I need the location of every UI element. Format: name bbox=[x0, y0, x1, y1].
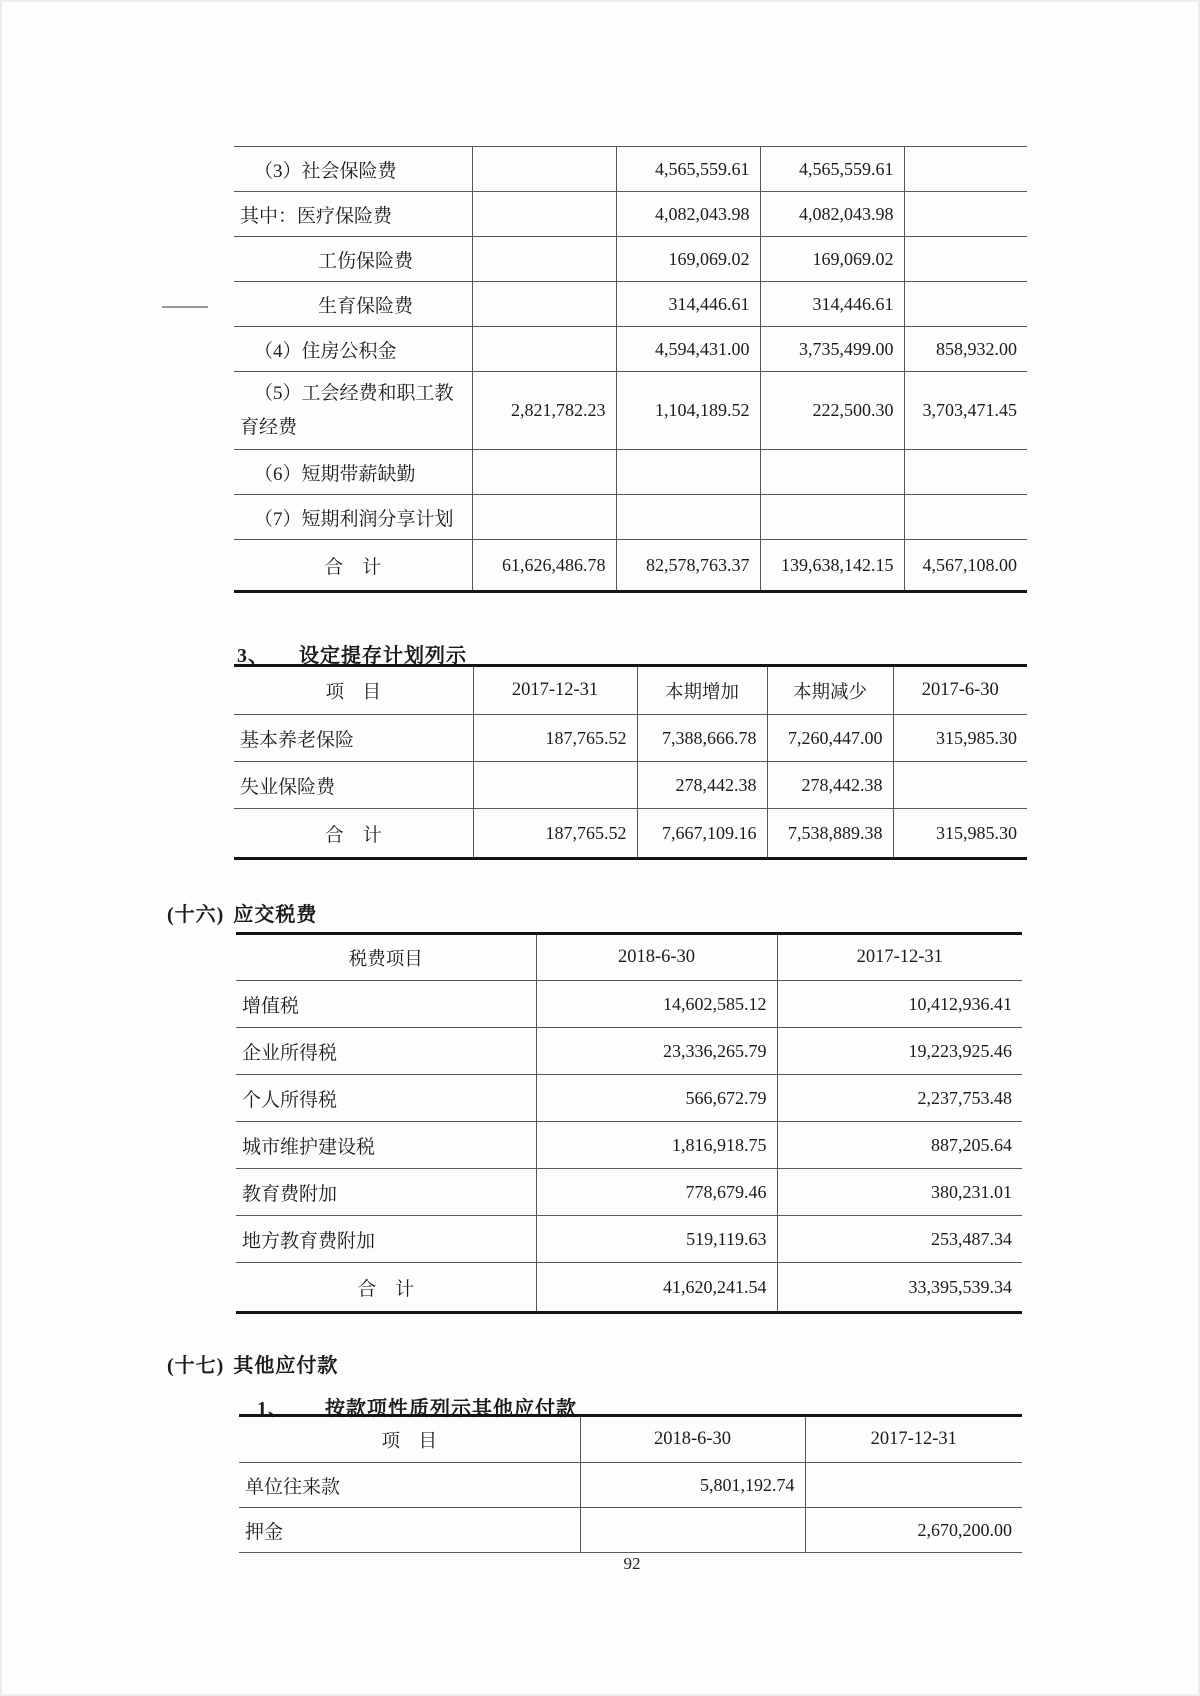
cell-value bbox=[904, 282, 1027, 327]
cell-value: 169,069.02 bbox=[616, 237, 760, 282]
cell-value: 7,538,889.38 bbox=[767, 809, 893, 859]
row-label: 合 计 bbox=[357, 1278, 415, 1300]
row-label: 生育保险费 bbox=[318, 295, 414, 317]
row-label: （3）社会保险费 bbox=[254, 160, 397, 182]
cell-value: 1,816,918.75 bbox=[536, 1122, 777, 1169]
cell-value: 82,578,763.37 bbox=[616, 540, 760, 592]
row-label: 基本养老保险 bbox=[240, 729, 355, 751]
table-row bbox=[234, 495, 1027, 540]
table-row bbox=[234, 762, 1027, 809]
cell-value: 4,082,043.98 bbox=[616, 192, 760, 237]
cell-value: 519,119.63 bbox=[536, 1216, 777, 1263]
table-row bbox=[236, 1216, 1022, 1263]
table-row bbox=[234, 147, 1027, 192]
column-header: 2017-12-31 bbox=[777, 934, 1022, 981]
cell-value: 139,638,142.15 bbox=[760, 540, 904, 592]
margin-mark bbox=[162, 306, 208, 308]
cell-value bbox=[904, 237, 1027, 282]
cell-value bbox=[580, 1508, 805, 1553]
other-payables-table bbox=[239, 1414, 1022, 1553]
table-row bbox=[234, 282, 1027, 327]
row-label: 合 计 bbox=[324, 556, 382, 578]
cell-value bbox=[473, 762, 637, 809]
cell-value: 278,442.38 bbox=[767, 762, 893, 809]
section-title: 其他应付款 bbox=[233, 1355, 339, 1377]
cell-value: 187,765.52 bbox=[473, 715, 637, 762]
header-row bbox=[239, 1416, 1022, 1463]
cell-value bbox=[616, 495, 760, 540]
cell-value: 314,446.61 bbox=[760, 282, 904, 327]
row-label: （6）短期带薪缺勤 bbox=[254, 463, 416, 485]
cell-value: 7,260,447.00 bbox=[767, 715, 893, 762]
row-label: 单位往来款 bbox=[245, 1476, 341, 1498]
section-title: 设定提存计划列示 bbox=[299, 645, 467, 667]
cell-value: 315,985.30 bbox=[893, 809, 1027, 859]
cell-value bbox=[472, 147, 616, 192]
section-number: 3、 bbox=[237, 645, 269, 667]
cell-value: 169,069.02 bbox=[760, 237, 904, 282]
cell-value: 314,446.61 bbox=[616, 282, 760, 327]
table-row bbox=[234, 372, 1027, 450]
total-row bbox=[234, 540, 1027, 592]
cell-value: 19,223,925.46 bbox=[777, 1028, 1022, 1075]
subsection-title: 按款项性质列示其他应付款 bbox=[325, 1398, 577, 1420]
cell-value: 10,412,936.41 bbox=[777, 981, 1022, 1028]
cell-value: 2,670,200.00 bbox=[805, 1508, 1022, 1553]
table-row bbox=[234, 237, 1027, 282]
table-row bbox=[236, 1169, 1022, 1216]
column-header: 2017-12-31 bbox=[473, 666, 637, 715]
header-row bbox=[234, 666, 1027, 715]
cell-value bbox=[472, 192, 616, 237]
subsection-number: 1、 bbox=[257, 1398, 289, 1420]
table-row bbox=[234, 450, 1027, 495]
cell-value: 887,205.64 bbox=[777, 1122, 1022, 1169]
cell-value: 4,565,559.61 bbox=[616, 147, 760, 192]
row-label: 失业保险费 bbox=[240, 776, 336, 798]
cell-value bbox=[760, 495, 904, 540]
section-number: (十六) bbox=[167, 904, 225, 926]
row-label: （4）住房公积金 bbox=[254, 340, 397, 362]
row-label: 合 计 bbox=[324, 824, 382, 846]
page-number: 92 bbox=[623, 1554, 641, 1573]
total-row bbox=[234, 809, 1027, 859]
section-heading-other-payables bbox=[167, 1349, 338, 1378]
cell-value: 222,500.30 bbox=[760, 372, 904, 450]
cell-value bbox=[472, 282, 616, 327]
cell-value: 7,388,666.78 bbox=[637, 715, 767, 762]
table-row bbox=[239, 1463, 1022, 1508]
cell-value: 778,679.46 bbox=[536, 1169, 777, 1216]
cell-value: 2,821,782.23 bbox=[472, 372, 616, 450]
cell-value bbox=[904, 495, 1027, 540]
cell-value: 4,594,431.00 bbox=[616, 327, 760, 372]
row-label: 企业所得税 bbox=[242, 1042, 338, 1064]
cell-value bbox=[904, 192, 1027, 237]
cell-value: 4,082,043.98 bbox=[760, 192, 904, 237]
column-header: 2018-6-30 bbox=[580, 1416, 805, 1463]
total-row bbox=[236, 1263, 1022, 1313]
cell-value bbox=[760, 450, 904, 495]
table-row bbox=[234, 327, 1027, 372]
row-label: 其中：医疗保险费 bbox=[240, 205, 393, 227]
taxes-payable-table bbox=[236, 932, 1022, 1314]
cell-value: 380,231.01 bbox=[777, 1169, 1022, 1216]
row-label: 地方教育费附加 bbox=[242, 1230, 376, 1252]
cell-value bbox=[893, 762, 1027, 809]
cell-value bbox=[904, 450, 1027, 495]
cell-value: 4,567,108.00 bbox=[904, 540, 1027, 592]
cell-value: 61,626,486.78 bbox=[472, 540, 616, 592]
row-label: 押金 bbox=[245, 1521, 284, 1543]
column-header: 2017-6-30 bbox=[893, 666, 1027, 715]
cell-value bbox=[472, 327, 616, 372]
column-header: 2018-6-30 bbox=[536, 934, 777, 981]
cell-value bbox=[904, 147, 1027, 192]
row-label: 增值税 bbox=[242, 995, 300, 1017]
cell-value bbox=[805, 1463, 1022, 1508]
cell-value bbox=[616, 450, 760, 495]
header-row bbox=[236, 934, 1022, 981]
cell-value: 41,620,241.54 bbox=[536, 1263, 777, 1313]
row-label: 个人所得税 bbox=[242, 1089, 338, 1111]
cell-value: 23,336,265.79 bbox=[536, 1028, 777, 1075]
cell-value: 187,765.52 bbox=[473, 809, 637, 859]
row-label: 教育费附加 bbox=[242, 1183, 338, 1205]
column-header: 项 目 bbox=[381, 1431, 437, 1452]
cell-value: 5,801,192.74 bbox=[580, 1463, 805, 1508]
employee-compensation-table bbox=[234, 146, 1027, 593]
cell-value bbox=[472, 237, 616, 282]
table-row bbox=[234, 715, 1027, 762]
cell-value: 253,487.34 bbox=[777, 1216, 1022, 1263]
row-label: （7）短期利润分享计划 bbox=[254, 508, 454, 530]
cell-value: 33,395,539.34 bbox=[777, 1263, 1022, 1313]
cell-value: 3,703,471.45 bbox=[904, 372, 1027, 450]
cell-value: 4,565,559.61 bbox=[760, 147, 904, 192]
column-header: 税费项目 bbox=[348, 949, 423, 970]
cell-value: 14,602,585.12 bbox=[536, 981, 777, 1028]
column-header: 2017-12-31 bbox=[805, 1416, 1022, 1463]
cell-value bbox=[472, 450, 616, 495]
cell-value: 858,932.00 bbox=[904, 327, 1027, 372]
table-row bbox=[236, 1122, 1022, 1169]
row-label: 工伤保险费 bbox=[318, 250, 414, 272]
section-title: 应交税费 bbox=[233, 904, 318, 926]
table-row bbox=[234, 192, 1027, 237]
table-row bbox=[236, 981, 1022, 1028]
table-row bbox=[236, 1075, 1022, 1122]
cell-value: 1,104,189.52 bbox=[616, 372, 760, 450]
cell-value: 2,237,753.48 bbox=[777, 1075, 1022, 1122]
cell-value: 278,442.38 bbox=[637, 762, 767, 809]
cell-value: 7,667,109.16 bbox=[637, 809, 767, 859]
column-header: 项 目 bbox=[325, 682, 381, 703]
cell-value: 315,985.30 bbox=[893, 715, 1027, 762]
row-label: 城市维护建设税 bbox=[242, 1136, 376, 1158]
section-number: (十七) bbox=[167, 1355, 225, 1377]
column-header: 本期增加 bbox=[637, 666, 767, 715]
column-header: 本期减少 bbox=[767, 666, 893, 715]
section-heading-taxes-payable bbox=[167, 898, 317, 927]
row-label: （5）工会经费和职工教育经费 bbox=[240, 383, 454, 438]
cell-value: 566,672.79 bbox=[536, 1075, 777, 1122]
cell-value: 3,735,499.00 bbox=[760, 327, 904, 372]
table-row bbox=[236, 1028, 1022, 1075]
table-row bbox=[239, 1508, 1022, 1553]
cell-value bbox=[472, 495, 616, 540]
defined-contribution-plan-table bbox=[234, 664, 1027, 860]
